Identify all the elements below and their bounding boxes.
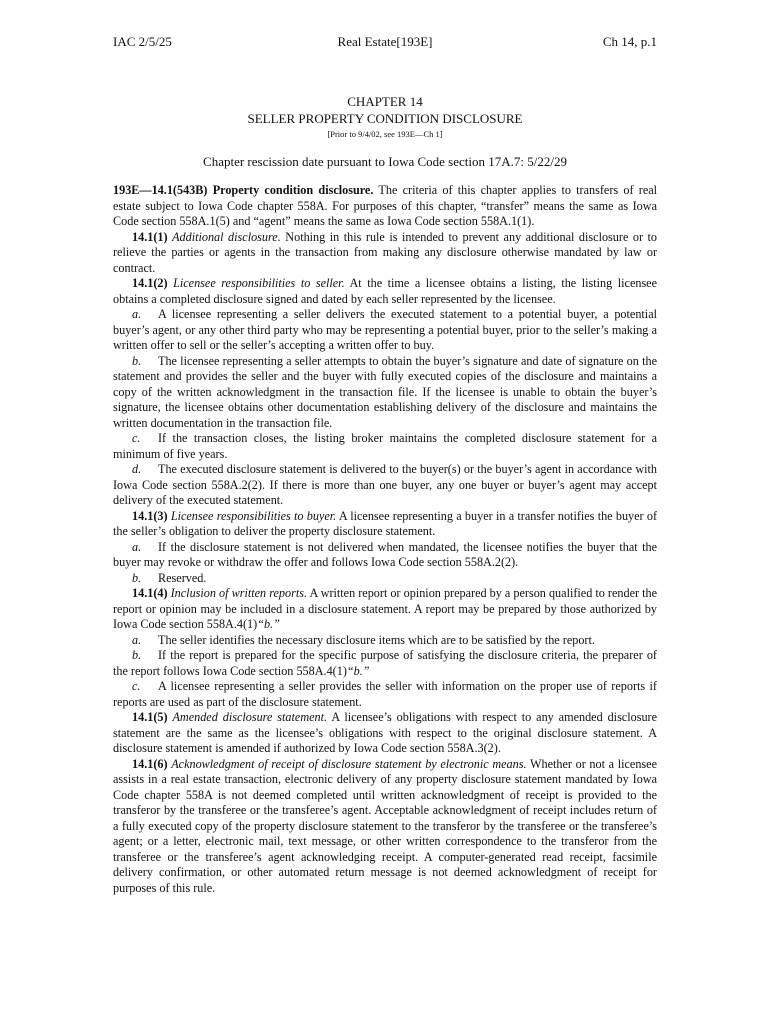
paragraph-text: If the disclosure statement is not delivered when mandated, the licensee notifies the buyer that the buyer may revoke or withdraw the offer and follows Iowa Code section 558A.2(2).: [113, 539, 657, 569]
subrule-4: [113, 586, 657, 633]
subrule-heading: Amended disclosure statement.: [172, 710, 328, 724]
subrule-2: [113, 276, 657, 307]
subrule-heading: Inclusion of written reports.: [170, 586, 308, 600]
paragraph-3a: [113, 540, 657, 571]
subrule-text: Whether or not a licensee assists in a real estate transaction, electronic delivery of any property disclosure statement mandated by Iowa Code chapter 558A is not deemed completed until written acknowledgment of receipt is provided to the transferor by the transferee or the transferee’s agent. Acceptable acknowledgment of receipt includes return of a fully executed copy of the property disclosure statement to the transferor by the transferee or the transferee’s agent; or a letter, electronic mail, text message, or other written correspondence to the transferor from the transferee or the transferee’s agent acknowledging receipt. A computer-generated read receipt, facsimile delivery confirmation, or other automated return message is not deemed acknowledgment of receipt for purposes of this rule.: [113, 756, 657, 895]
paragraph-label: c.: [132, 431, 141, 445]
subrule-text: A written report or opinion prepared by a person qualified to render the report or opinion may be included in a disclosure statement. A report may be prepared by those authorized by Iowa Code section 558A.4(1): [113, 586, 657, 631]
paragraph-3b: [113, 571, 657, 587]
paragraph-text: If the report is prepared for the specific purpose of satisfying the disclosure criteria, the preparer of the report follows Iowa Code section 558A.4(1): [113, 648, 657, 678]
paragraph-label: a.: [132, 307, 142, 321]
paragraph-text: A licensee representing a seller delivers the executed statement to a potential buyer, a potential buyer’s agent, or any other third party who may be representing a potential buyer, prior to the seller’s making a written offer to sell or the seller’s accepting a written offer to buy.: [113, 307, 657, 352]
section-reference: “b.”: [257, 617, 280, 631]
paragraph-4a: [113, 633, 657, 649]
subrule-text: A licensee representing a buyer in a transfer notifies the buyer of the seller’s obligation to deliver the property disclosure statement.: [113, 508, 658, 538]
paragraph-4b: [113, 648, 657, 679]
subrule-1: [113, 230, 657, 277]
subrule-text: Nothing in this rule is intended to prevent any additional disclosure or to relieve the parties or agents in the transaction from making any disclosure otherwise mandated by law or contract.: [113, 229, 658, 275]
subrule-5: [113, 710, 657, 757]
rule-heading: Property condition disclosure.: [212, 183, 374, 197]
subrule-heading: Licensee responsibilities to seller.: [173, 276, 345, 290]
paragraph-text: If the transaction closes, the listing broker maintains the completed disclosure statement for a minimum of five years.: [113, 431, 657, 461]
document-body: [113, 183, 657, 896]
paragraph-label: c.: [132, 679, 141, 693]
paragraph-label: a.: [132, 539, 142, 554]
chapter-number: CHAPTER 14: [347, 94, 423, 109]
paragraph-label: b.: [132, 570, 142, 585]
prior-note: [Prior to 9/4/02, see 193E—Ch 1]: [327, 129, 443, 139]
paragraph-text: A licensee representing a seller provides the seller with information on the proper use of reports if reports are used as part of the disclosure statement.: [113, 679, 657, 709]
page-header: [113, 34, 657, 52]
subrule-heading: Additional disclosure.: [172, 229, 281, 244]
subrule-3: [113, 509, 657, 540]
subrule-number: 14.1(2): [132, 276, 168, 290]
subrule-number: 14.1(3): [132, 508, 168, 523]
paragraph-text: Reserved.: [158, 570, 207, 585]
subrule-heading: Licensee responsibilities to buyer.: [170, 508, 337, 523]
subrule-text: At the time a licensee obtains a listing, the listing licensee obtains a completed disclosure signed and dated by each seller represented by the licensee.: [113, 276, 658, 306]
chapter-title-block: [113, 94, 657, 140]
rule-paragraph: [113, 183, 657, 230]
subrule-6: [113, 757, 657, 897]
section-reference: “b.”: [346, 663, 370, 678]
header-agency: Real Estate[193E]: [337, 34, 433, 49]
paragraph-label: a.: [132, 632, 142, 647]
subrule-number: 14.1(5): [132, 710, 168, 724]
header-page-number: Ch 14, p.1: [602, 34, 657, 49]
paragraph-text: The seller identifies the necessary disclosure items which are to be satisfied by the report.: [158, 632, 595, 647]
paragraph-text: The executed disclosure statement is delivered to the buyer(s) or the buyer’s agent in accordance with Iowa Code section 558A.2(2). If there is more than one buyer, any one buyer or buyer’s agent may accept delivery of the executed statement.: [113, 462, 657, 507]
rule-text: The criteria of this chapter applies to transfers of real estate subject to Iowa Code chapter 558A. For purposes of this chapter, “transfer” means the same as Iowa Code section 558A.1(5) and “agent” means the same as Iowa Code section 558A.1(1).: [113, 183, 658, 228]
chapter-title: SELLER PROPERTY CONDITION DISCLOSURE: [247, 111, 523, 126]
paragraph-4c: [113, 679, 657, 710]
subrule-text: A licensee’s obligations with respect to any amended disclosure statement are the same as the licensee’s obligations with respect to the original disclosure statement. A disclosure statement is amended if authorized by Iowa Code section 558A.3(2).: [113, 710, 658, 755]
header-date: IAC 2/5/25: [113, 34, 172, 49]
subrule-number: 14.1(1): [132, 229, 168, 244]
paragraph-label: b.: [132, 648, 142, 662]
rescission-date: Chapter rescission date pursuant to Iowa Code section 17A.7: 5/22/29: [203, 154, 567, 169]
paragraph-2d: [113, 462, 657, 509]
subrule-number: 14.1(6): [132, 756, 168, 771]
paragraph-2a: [113, 307, 657, 354]
paragraph-label: b.: [132, 353, 142, 368]
paragraph-text: The licensee representing a seller attempts to obtain the buyer’s signature and date of signature on the statement and provides the seller and the buyer with fully executed copies of the disclosure and maintains a copy of the written acknowledgment in the transaction file. If the licensee is unable to obtain the buyer’s signature, the licensee obtains other documentation establishing delivery of the disclosure and maintains the written documentation in the transaction file.: [113, 353, 657, 430]
subrule-heading: Acknowledgment of receipt of disclosure statement by electronic means.: [171, 756, 527, 771]
rule-number: 193E—14.1(543B): [113, 183, 208, 197]
paragraph-2c: [113, 431, 657, 462]
paragraph-2b: [113, 354, 657, 432]
subrule-number: 14.1(4): [132, 586, 168, 600]
paragraph-label: d.: [132, 462, 142, 476]
